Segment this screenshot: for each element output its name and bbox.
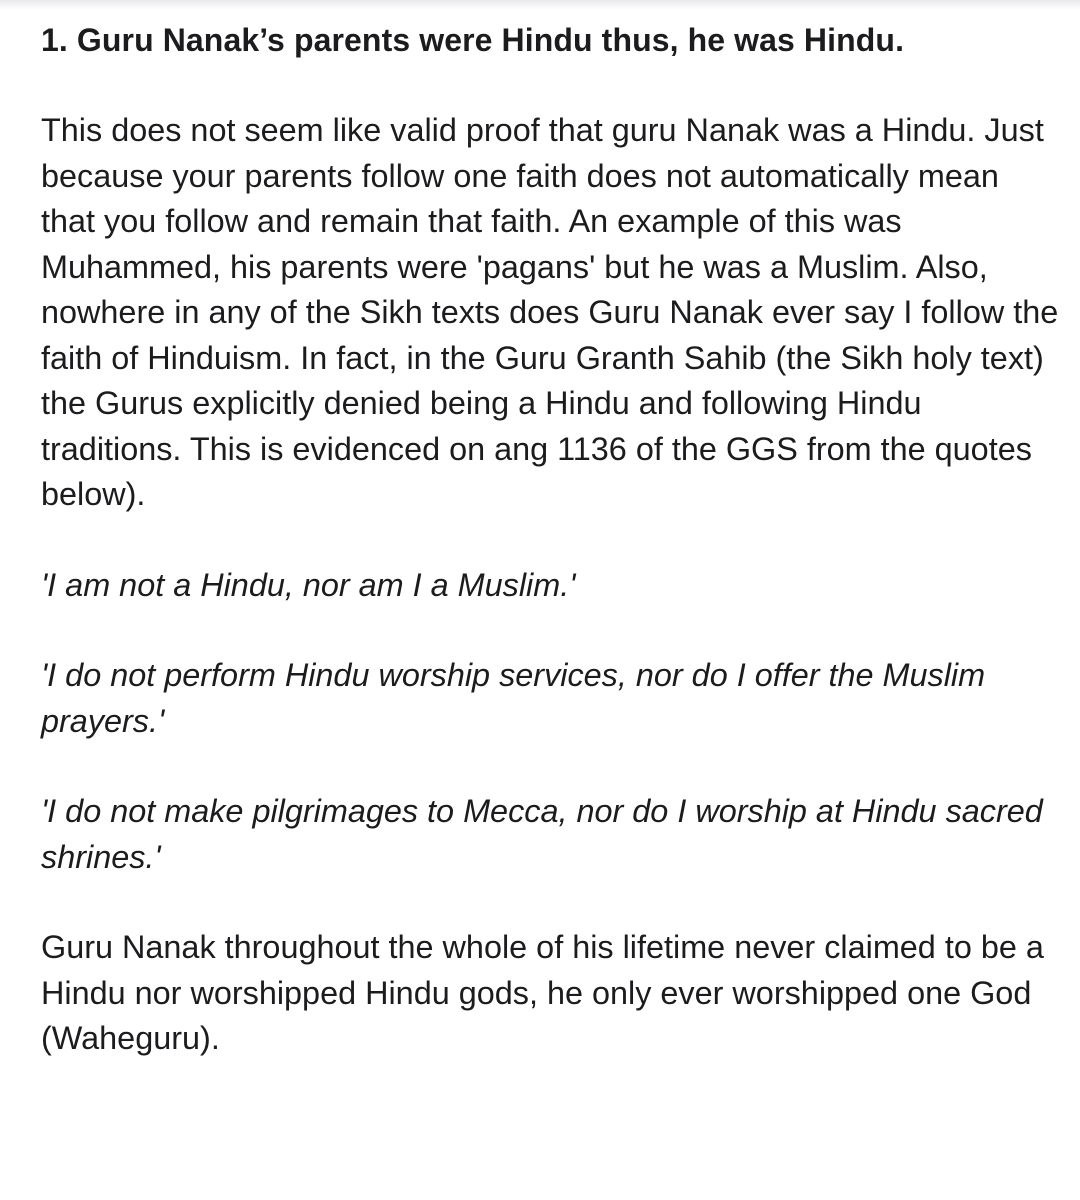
document-body bbox=[41, 18, 1061, 1062]
intro-paragraph: This does not seem like valid proof that guru Nanak was a Hindu. Just because your parents follow one faith does not automatically mean that you follow and remain that faith. An example of this was Muhammed, his parents were 'pagans' but he was a Muslim. Also, nowhere in any of the Sikh texts does Guru Nanak ever say I follow the faith of Hinduism. In fact, in the Guru Granth Sahib (the Sikh holy text) the Gurus explicitly denied being a Hindu and following Hindu traditions. This is evidenced on ang 1136 of the GGS from the quotes below). bbox=[41, 112, 1059, 512]
quote-2: 'I do not perform Hindu worship services, nor do I offer the Muslim prayers.' bbox=[41, 657, 986, 739]
top-shadow bbox=[0, 0, 1080, 10]
section-heading: 1. Guru Nanak’s parents were Hindu thus, he was Hindu. bbox=[41, 22, 905, 58]
conclusion-paragraph: Guru Nanak throughout the whole of his lifetime never claimed to be a Hindu nor worshipped Hindu gods, he only ever worshipped one God (Waheguru). bbox=[41, 929, 1044, 1056]
quote-3: 'I do not make pilgrimages to Mecca, nor do I worship at Hindu sacred shrines.' bbox=[41, 793, 1043, 875]
quote-1: 'I am not a Hindu, nor am I a Muslim.' bbox=[41, 566, 576, 603]
